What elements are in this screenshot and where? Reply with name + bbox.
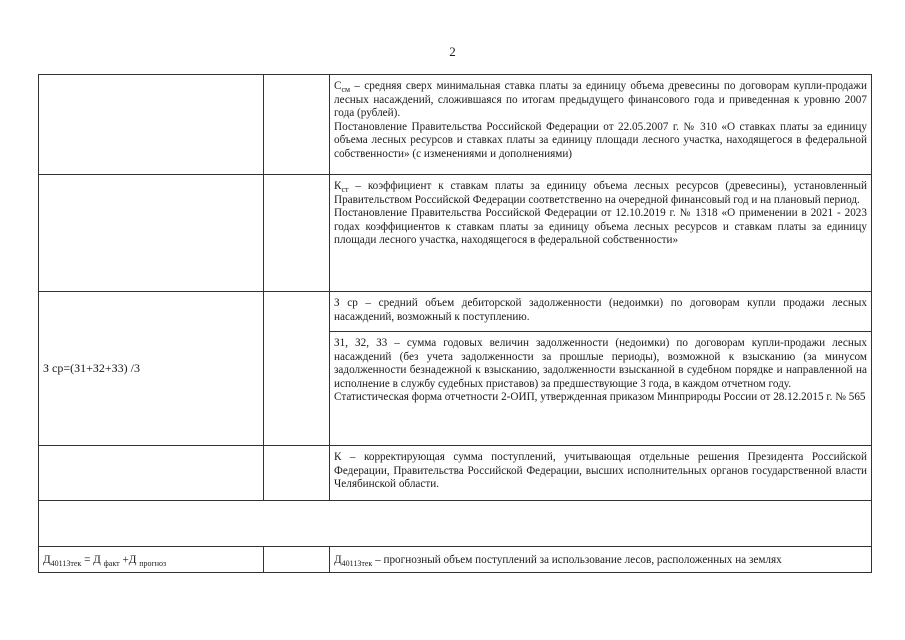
definition-text: З1, З2, З3 – сумма годовых величин задолженности (недоимки) по договорам купли-продажи лесных насаждений (без учета задолженности за прошлые периоды), возможной к взысканию (за минусом задолженности безнадежной к взысканию, задолженности взысканной в судебном порядке и направленной на исполнение в службу судебных приставов) за предшествующие 3 года, в каждом отчетном году. bbox=[334, 337, 867, 390]
regulation-table bbox=[38, 74, 872, 573]
formula-cell bbox=[39, 175, 264, 292]
definition-body: – прогнозный объем поступлений за использование лесов, расположенных на землях bbox=[372, 554, 782, 566]
table-row bbox=[39, 547, 872, 573]
source-text: Постановление Правительства Российской Федерации от 12.10.2019 г. № 1318 «О применении в 2021 - 2023 годах коэффициентов к ставкам платы за единицу объема лесных ресурсов и ставкам платы за единицу площади лесного участка, находящегося в федеральной собственности» bbox=[334, 207, 867, 247]
definition-cell bbox=[330, 332, 872, 446]
variable-symbol: К bbox=[334, 180, 342, 192]
formula-cell bbox=[39, 292, 264, 446]
definition-text bbox=[334, 80, 867, 121]
formula-symbol: +Д bbox=[119, 554, 140, 566]
empty-cell bbox=[264, 175, 330, 292]
formula-cell bbox=[39, 75, 264, 175]
definition-body: – средняя сверх минимальная ставка платы за единицу объема древесины по договорам купли-продажи лесных насаждений, сложившаяся по итогам предыдущего финансового года и приведенная к уровню 2007 года (рублей). bbox=[334, 80, 867, 120]
definition-text bbox=[334, 180, 867, 207]
formula-subscript: 40113тек bbox=[50, 559, 82, 569]
table-row bbox=[39, 175, 872, 292]
variable-symbol: Д bbox=[334, 554, 342, 566]
variable-subscript: 40113тек bbox=[341, 559, 373, 569]
formula-symbol: Д bbox=[43, 554, 51, 566]
table-row bbox=[39, 75, 872, 175]
table-row bbox=[39, 292, 872, 332]
formula-text bbox=[43, 554, 167, 569]
definition-body: – коэффициент к ставкам платы за единицу объема лесных ресурсов (древесины), установленный Правительством Российской Федерации соответственно на очередной финансовый год и на плановый период. bbox=[334, 180, 867, 206]
definition-text: К – корректирующая сумма поступлений, учитывающая отдельные решения Президента Российской Федерации, Правительства Российской Федерации, высших исполнительных органов государственной власти Челябинской области. bbox=[334, 451, 867, 491]
formula-subscript: факт bbox=[103, 559, 120, 569]
section-heading bbox=[39, 501, 872, 547]
definition-cell bbox=[330, 547, 872, 573]
formula-cell bbox=[39, 446, 264, 501]
variable-subscript: см bbox=[341, 85, 351, 95]
definition-text: З ср – средний объем дебиторской задолженности (недоимки) по договорам купли продажи лесных насаждений, возможный к поступлению. bbox=[334, 297, 867, 323]
empty-cell bbox=[264, 547, 330, 573]
definition-cell bbox=[330, 75, 872, 175]
variable-subscript: ст bbox=[341, 185, 349, 195]
formula-text: З ср=(З1+З2+З3) /3 bbox=[43, 361, 141, 376]
definition-cell bbox=[330, 175, 872, 292]
page-number: 2 bbox=[449, 44, 456, 59]
empty-cell bbox=[264, 446, 330, 501]
definition-cell bbox=[330, 292, 872, 332]
table-row bbox=[39, 501, 872, 547]
definition-cell bbox=[330, 446, 872, 501]
table-row bbox=[39, 446, 872, 501]
formula-cell bbox=[39, 547, 264, 573]
source-text: Постановление Правительства Российской Федерации от 22.05.2007 г. № 310 «О ставках платы за единицу объема лесных ресурсов и ставках платы за единицу площади лесного участка, находящегося в федеральной собственности» (с изменениями и дополнениями) bbox=[334, 120, 867, 160]
formula-subscript: прогноз bbox=[139, 559, 167, 569]
empty-cell bbox=[264, 75, 330, 175]
variable-symbol: С bbox=[334, 80, 342, 92]
formula-symbol: = Д bbox=[81, 554, 104, 566]
source-text: Статистическая форма отчетности 2-ОИП, утвержденная приказом Минприроды России от 28.12.2015 г. № 565 bbox=[334, 391, 866, 404]
empty-cell bbox=[264, 292, 330, 446]
definition-text bbox=[334, 554, 867, 568]
